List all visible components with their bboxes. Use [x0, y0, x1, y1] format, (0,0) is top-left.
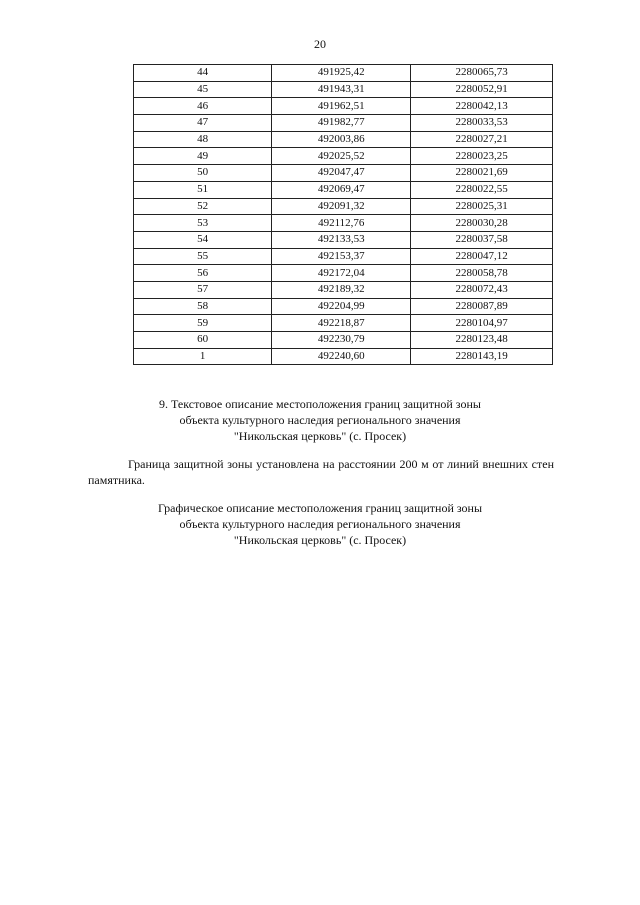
y-coordinate-cell: 2280047,12 — [411, 248, 553, 265]
x-coordinate-cell: 491982,77 — [272, 115, 411, 132]
section-9-title-line: "Никольская церковь" (с. Просек) — [233, 429, 407, 443]
y-coordinate-cell: 2280072,43 — [411, 281, 553, 298]
point-number-cell: 54 — [134, 231, 272, 248]
y-coordinate-cell: 2280033,53 — [411, 115, 553, 132]
point-number-cell: 52 — [134, 198, 272, 215]
paragraph-line: Граница защитной зоны установлена на расстоянии 200 м от линий внешних стен — [128, 457, 554, 471]
table-row — [134, 65, 553, 82]
x-coordinate-cell: 491962,51 — [272, 98, 411, 115]
y-coordinate-cell: 2280037,58 — [411, 231, 553, 248]
y-coordinate-cell: 2280143,19 — [411, 348, 553, 365]
point-number-cell: 53 — [134, 215, 272, 232]
point-number-cell: 45 — [134, 81, 272, 98]
point-number-cell: 60 — [134, 332, 272, 349]
table-row — [134, 248, 553, 265]
table-row — [134, 281, 553, 298]
x-coordinate-cell: 492240,60 — [272, 348, 411, 365]
table-row — [134, 231, 553, 248]
table-row — [134, 198, 553, 215]
table-row — [134, 98, 553, 115]
paragraph-line: памятника. — [88, 473, 145, 487]
y-coordinate-cell: 2280027,21 — [411, 131, 553, 148]
y-coordinate-cell: 2280087,89 — [411, 298, 553, 315]
table-row — [134, 332, 553, 349]
y-coordinate-cell: 2280123,48 — [411, 332, 553, 349]
x-coordinate-cell: 492172,04 — [272, 265, 411, 282]
table-row — [134, 181, 553, 198]
point-number-cell: 1 — [134, 348, 272, 365]
table-row — [134, 348, 553, 365]
x-coordinate-cell: 492025,52 — [272, 148, 411, 165]
y-coordinate-cell: 2280065,73 — [411, 65, 553, 82]
table-row — [134, 215, 553, 232]
x-coordinate-cell: 492069,47 — [272, 181, 411, 198]
x-coordinate-cell: 492112,76 — [272, 215, 411, 232]
x-coordinate-cell: 492218,87 — [272, 315, 411, 332]
y-coordinate-cell: 2280058,78 — [411, 265, 553, 282]
point-number-cell: 57 — [134, 281, 272, 298]
y-coordinate-cell: 2280052,91 — [411, 81, 553, 98]
x-coordinate-cell: 492189,32 — [272, 281, 411, 298]
section-9-title-line: объекта культурного наследия регионального значения — [179, 413, 461, 427]
y-coordinate-cell: 2280104,97 — [411, 315, 553, 332]
x-coordinate-cell: 492133,53 — [272, 231, 411, 248]
graphic-description-title — [0, 500, 640, 548]
x-coordinate-cell: 491943,31 — [272, 81, 411, 98]
table-row — [134, 81, 553, 98]
x-coordinate-cell: 492047,47 — [272, 165, 411, 182]
table-row — [134, 115, 553, 132]
y-coordinate-cell: 2280025,31 — [411, 198, 553, 215]
graphic-description-title-line: объекта культурного наследия регионального значения — [179, 517, 461, 531]
point-number-cell: 46 — [134, 98, 272, 115]
x-coordinate-cell: 492091,32 — [272, 198, 411, 215]
x-coordinate-cell: 491925,42 — [272, 65, 411, 82]
table-row — [134, 165, 553, 182]
point-number-cell: 48 — [134, 131, 272, 148]
point-number-cell: 51 — [134, 181, 272, 198]
section-9-title — [0, 396, 640, 444]
table-row — [134, 131, 553, 148]
x-coordinate-cell: 492003,86 — [272, 131, 411, 148]
x-coordinate-cell: 492153,37 — [272, 248, 411, 265]
graphic-description-title-line: Графическое описание местоположения границ защитной зоны — [157, 501, 483, 515]
point-number-cell: 49 — [134, 148, 272, 165]
graphic-description-title-line: "Никольская церковь" (с. Просек) — [233, 533, 407, 547]
coordinates-table-body — [134, 65, 553, 365]
y-coordinate-cell: 2280022,55 — [411, 181, 553, 198]
section-9-title-line: 9. Текстовое описание местоположения границ защитной зоны — [159, 397, 481, 411]
boundary-paragraph — [88, 456, 554, 488]
point-number-cell: 50 — [134, 165, 272, 182]
y-coordinate-cell: 2280030,28 — [411, 215, 553, 232]
point-number-cell: 58 — [134, 298, 272, 315]
y-coordinate-cell: 2280023,25 — [411, 148, 553, 165]
point-number-cell: 56 — [134, 265, 272, 282]
point-number-cell: 55 — [134, 248, 272, 265]
y-coordinate-cell: 2280042,13 — [411, 98, 553, 115]
table-row — [134, 315, 553, 332]
table-row — [134, 265, 553, 282]
y-coordinate-cell: 2280021,69 — [411, 165, 553, 182]
table-row — [134, 298, 553, 315]
x-coordinate-cell: 492230,79 — [272, 332, 411, 349]
point-number-cell: 47 — [134, 115, 272, 132]
coordinates-table — [133, 64, 553, 365]
table-row — [134, 148, 553, 165]
point-number-cell: 59 — [134, 315, 272, 332]
point-number-cell: 44 — [134, 65, 272, 82]
x-coordinate-cell: 492204,99 — [272, 298, 411, 315]
page-number: 20 — [314, 37, 326, 51]
